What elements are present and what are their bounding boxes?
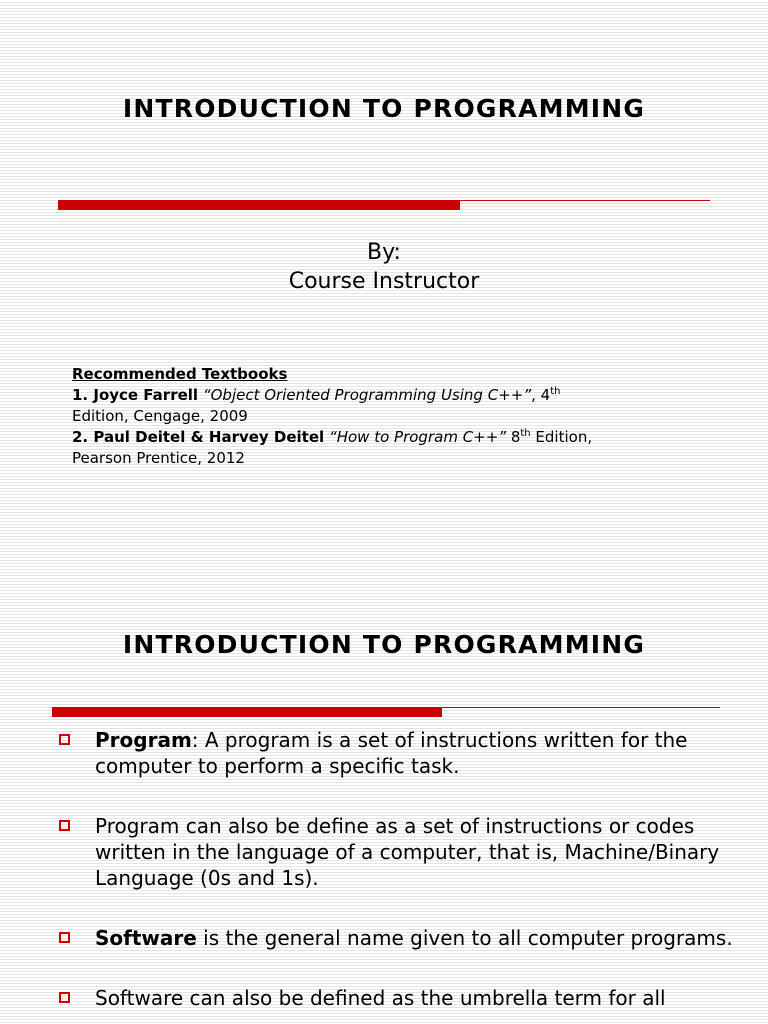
bullet-item [58,925,738,951]
recommended-textbooks [72,364,692,469]
textbook-2-author: 2. Paul Deitel & Harvey Deitel [72,428,325,446]
textbook-2 [72,427,692,448]
textbook-1-edition-suffix: th [550,386,561,397]
slide-1-title: INTRODUCTION TO PROGRAMMING [122,94,646,123]
slide-1-rule-thick [58,201,460,210]
bullet-term: Software [95,926,197,950]
textbook-2-edition-word: Edition, [530,428,593,446]
textbook-1-edition: , 4 [531,386,551,404]
textbook-1-publisher: Edition, Cengage, 2009 [72,407,248,425]
bullet-text: is the general name given to all computer programs. [196,926,733,950]
square-bullet-icon [59,820,70,831]
bullet-text: : A program is a set of instructions written for the computer to perform a specific task. [95,728,688,778]
byline [0,238,768,296]
bullet-list [58,727,738,1024]
textbooks-heading: Recommended Textbooks [72,365,288,383]
textbook-2-edition: 8 [506,428,521,446]
textbook-1 [72,385,692,406]
author-name: Course Instructor [288,269,480,294]
bullet-text: Program can also be define as a set of instructions or codes written in the language of a computer, that is, Machine/Binary Language (0s and 1s). [95,814,720,890]
bullet-item [58,813,738,891]
square-bullet-icon [59,992,70,1003]
square-bullet-icon [59,932,70,943]
bullet-text: Software can also be defined as the umbrella term for all [95,986,666,1010]
textbook-2-publisher: Pearson Prentice, 2012 [72,449,245,467]
textbook-2-title: “How to Program C++” [328,428,507,446]
bullet-item [58,985,738,1011]
by-label: By: [367,240,401,265]
bullet-item [58,727,738,779]
bullet-term: Program [95,728,192,752]
textbook-1-author: 1. Joyce Farrell [72,386,199,404]
slide-2 [0,570,768,1024]
slide-2-rule-thick [52,708,442,717]
textbook-1-title: “Object Oriented Programming Using C++” [202,386,532,404]
textbook-2-edition-suffix: th [520,428,531,439]
square-bullet-icon [59,734,70,745]
slide-2-title: INTRODUCTION TO PROGRAMMING [122,630,646,659]
